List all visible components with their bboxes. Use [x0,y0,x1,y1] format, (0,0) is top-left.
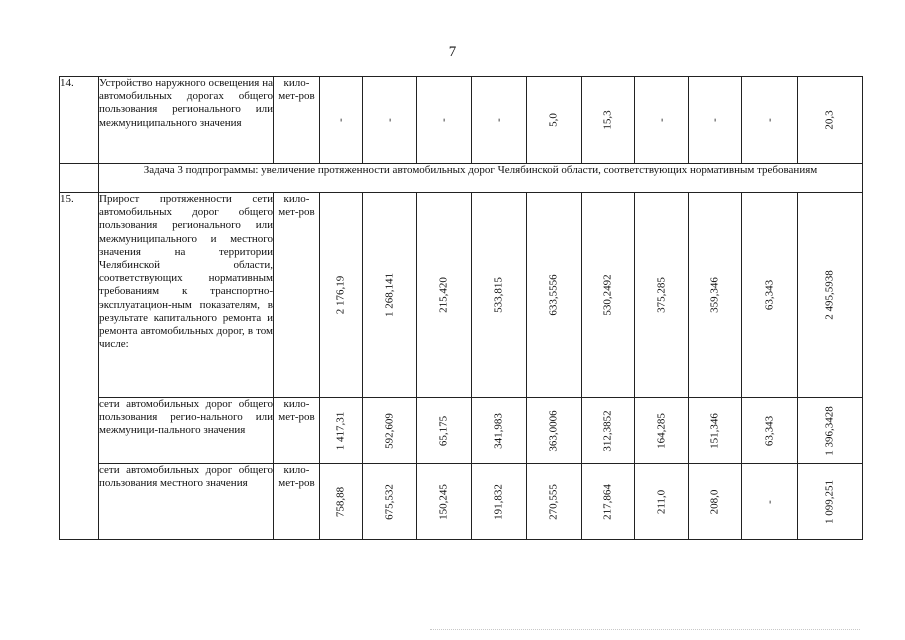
value-cell: 150,245 [417,464,472,540]
value-cell: 15,3 [582,77,635,164]
value-cell: 270,555 [527,464,582,540]
row-description: сети автомобильных дорог общего пользования местного значения [99,464,274,540]
value-cell: - [363,77,417,164]
value-cell: 211,0 [635,464,689,540]
value-cell: 208,0 [689,464,742,540]
value-cell: 363,0006 [527,398,582,464]
task-heading: Задача 3 подпрограммы: увеличение протяженности автомобильных дорог Челябинской области, соответствующих нормативным требованиям [99,164,863,193]
value-cell: 1 417,31 [320,398,363,464]
table-row-14 [60,77,863,164]
value-cell: 592,609 [363,398,417,464]
row-description: Устройство наружного освещения на автомобильных дорогах общего пользования регионального или межмуниципального значения [99,77,274,164]
value-cell: 1 268,141 [363,193,417,398]
value-cell: - [742,77,798,164]
empty-cell [60,164,99,193]
value-cell: 341,983 [472,398,527,464]
value-cell: 217,864 [582,464,635,540]
value-cell: 151,346 [689,398,742,464]
unit-cell: кило-мет-ров [274,193,320,398]
table-row-15-regional [60,398,863,464]
value-cell: 20,3 [798,77,863,164]
value-cell: 164,285 [635,398,689,464]
value-cell: 312,3852 [582,398,635,464]
task-row [60,164,863,193]
value-cell: 533,815 [472,193,527,398]
table-row-15 [60,193,863,398]
value-cell: - [472,77,527,164]
value-cell: 1 396,3428 [798,398,863,464]
unit-cell: кило-мет-ров [274,398,320,464]
value-cell: 5,0 [527,77,582,164]
value-cell: 65,175 [417,398,472,464]
indicators-table [59,76,863,540]
row-description: сети автомобильных дорог общего пользования регио-нального или межмуници-пального значения [99,398,274,464]
value-cell: 215,420 [417,193,472,398]
page-number: 7 [448,44,457,60]
scan-artifact-line [430,629,860,633]
unit-cell: кило-мет-ров [274,77,320,164]
value-cell: - [689,77,742,164]
value-cell: 191,832 [472,464,527,540]
row-description: Прирост протяженности сети автомобильных дорог общего пользования регионального или межмуниципального и местного значения на территории Челябинской области, соответствующих нормативным требованиям к транспортно-эксплуатацион-ным показателям, в результате капитального ремонта и ремонта автомобильных дорог, в том числе: [99,193,274,398]
value-cell: - [320,77,363,164]
value-cell: 758,88 [320,464,363,540]
value-cell: 2 495,5938 [798,193,863,398]
value-cell: - [635,77,689,164]
value-cell: - [417,77,472,164]
value-cell: 63,343 [742,193,798,398]
value-cell: 375,285 [635,193,689,398]
row-number: 15. [60,193,99,540]
table-row-15-local [60,464,863,540]
unit-cell: кило-мет-ров [274,464,320,540]
value-cell: 530,2492 [582,193,635,398]
value-cell: 63,343 [742,398,798,464]
row-number: 14. [60,77,99,164]
value-cell: - [742,464,798,540]
value-cell: 1 099,251 [798,464,863,540]
value-cell: 2 176,19 [320,193,363,398]
value-cell: 675,532 [363,464,417,540]
value-cell: 633,5556 [527,193,582,398]
value-cell: 359,346 [689,193,742,398]
